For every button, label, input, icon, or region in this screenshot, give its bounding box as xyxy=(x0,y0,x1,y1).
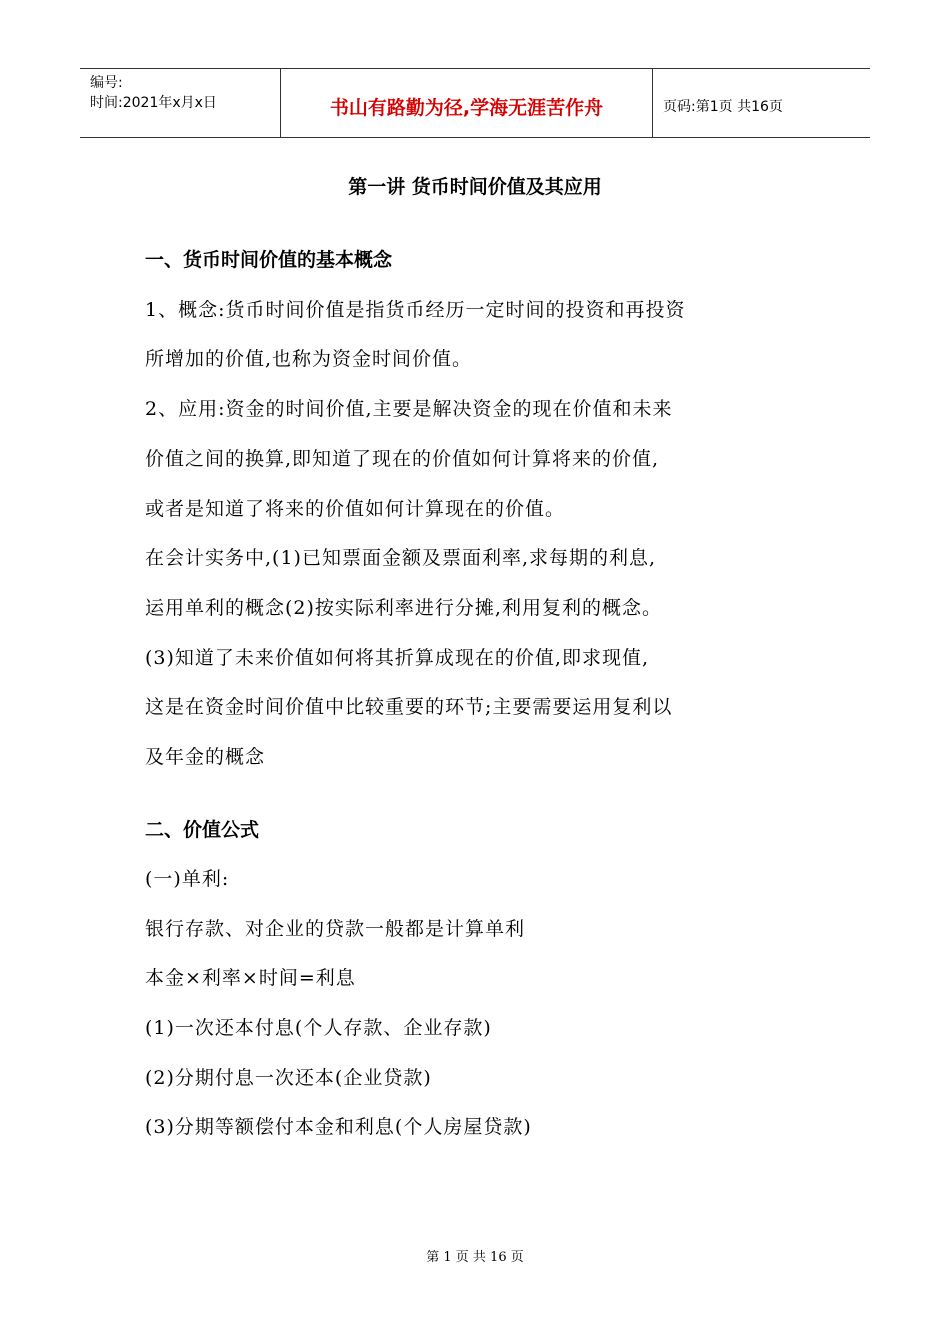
header-page-code: 页码:第1页 共16页 xyxy=(663,99,783,115)
paragraph-line: 2、应用:资金的时间价值,主要是解决资金的现在价值和未来 xyxy=(145,398,673,420)
time-label: 时间:2021年x月x日 xyxy=(90,95,217,111)
section-heading-1: 一、货币时间价值的基本概念 xyxy=(145,249,393,271)
header-motto: 书山有路勤为径,学海无涯苦作舟 xyxy=(281,69,653,137)
paragraph-line: 及年金的概念 xyxy=(145,746,266,768)
paragraph-line: (3)分期等额偿付本金和利息(个人房屋贷款) xyxy=(145,1116,532,1138)
paragraph-line: 银行存款、对企业的贷款一般都是计算单利 xyxy=(145,918,526,940)
paragraph-line: 本金×利率×时间=利息 xyxy=(145,967,356,989)
paragraph-line: 或者是知道了将来的价值如何计算现在的价值。 xyxy=(145,498,566,520)
paragraph-line: 所增加的价值,也称为资金时间价值。 xyxy=(145,348,473,370)
paragraph-line: 这是在资金时间价值中比较重要的环节;主要需要运用复利以 xyxy=(145,696,673,718)
paragraph-line: 在会计实务中,(1)已知票面金额及票面利率,求每期的利息, xyxy=(145,547,657,569)
paragraph-line: (1)一次还本付息(个人存款、企业存款) xyxy=(145,1017,492,1039)
section-heading-2: 二、价值公式 xyxy=(145,819,260,841)
paragraph-line: 运用单利的概念(2)按实际利率进行分摊,利用复利的概念。 xyxy=(145,597,662,619)
paragraph-line: 价值之间的换算,即知道了现在的价值如何计算将来的价值, xyxy=(145,448,660,470)
paragraph-line: (一)单利: xyxy=(145,868,230,890)
page-footer: 第 1 页 共 16 页 xyxy=(426,1250,524,1265)
paragraph-line: 1、概念:货币时间价值是指货币经历一定时间的投资和再投资 xyxy=(145,299,686,321)
number-label: 编号: xyxy=(90,75,123,91)
paragraph-line: (2)分期付息一次还本(企业贷款) xyxy=(145,1067,432,1089)
page-title: 第一讲 货币时间价值及其应用 xyxy=(348,176,602,198)
header-meta xyxy=(80,69,281,137)
paragraph-line: (3)知道了未来价值如何将其折算成现在的价值,即求现值, xyxy=(145,647,649,669)
document-header xyxy=(80,68,870,138)
